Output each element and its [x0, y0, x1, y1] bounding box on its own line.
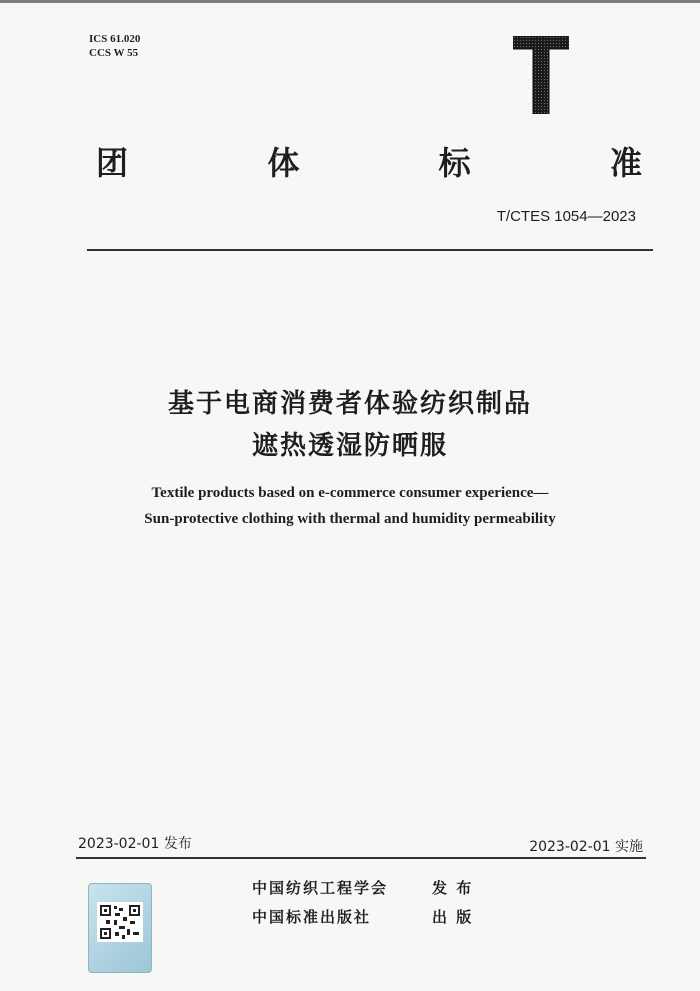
publisher-org: 中国标准出版社	[252, 908, 372, 926]
type-char: 团	[96, 144, 129, 182]
publisher-row	[252, 877, 474, 898]
type-char: 标	[438, 144, 471, 182]
title-chinese-line2: 遮热透湿防晒服	[251, 431, 448, 461]
t-standard-mark	[513, 36, 569, 114]
ics-code: ICS 61.020	[89, 33, 141, 45]
qr-code-icon	[97, 902, 143, 942]
title-chinese-line1: 基于电商消费者体验纺织制品	[167, 389, 532, 419]
scan-edge	[0, 0, 700, 3]
classification-codes	[89, 32, 140, 60]
anti-counterfeit-label	[88, 883, 152, 973]
ccs-code: CCS W 55	[89, 47, 139, 59]
publisher-role: 发 布	[432, 879, 474, 897]
footer-divider	[76, 857, 646, 859]
type-char: 准	[609, 144, 642, 182]
publisher-row	[252, 906, 474, 927]
type-char: 体	[267, 144, 300, 182]
header-divider	[87, 249, 653, 251]
issue-date: 2023-02-01 发布	[78, 836, 192, 852]
standard-type-heading	[96, 138, 642, 182]
publisher-org: 中国纺织工程学会	[252, 879, 389, 897]
publisher-role: 出 版	[432, 908, 474, 926]
standard-number: T/CTES 1054—2023	[496, 208, 636, 225]
title-english-line2: Sun-protective clothing with thermal and humidity permeability	[144, 511, 556, 527]
title-english-line1: Textile products based on e-commerce consumer experience—	[151, 485, 549, 501]
implementation-date: 2023-02-01 实施	[529, 839, 643, 855]
